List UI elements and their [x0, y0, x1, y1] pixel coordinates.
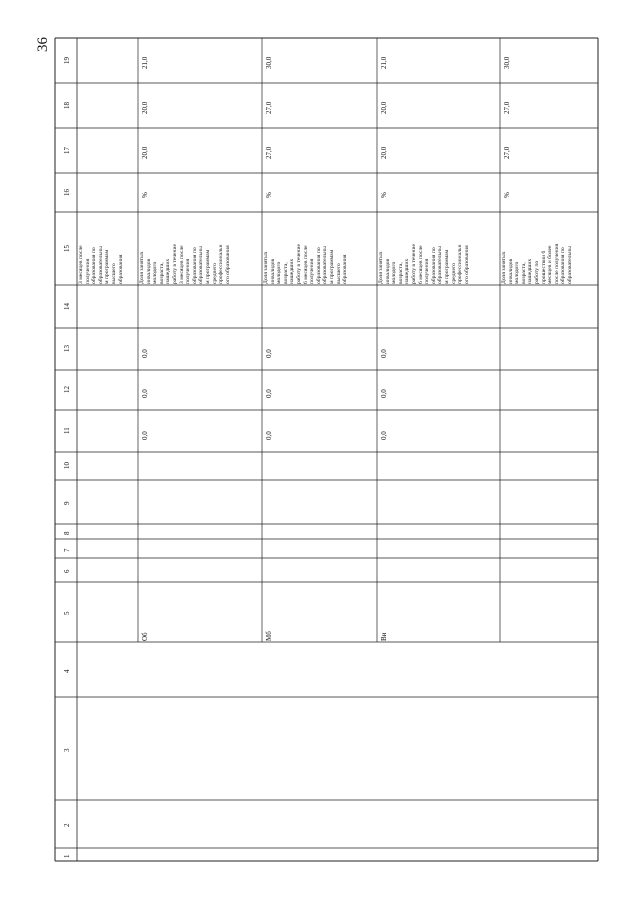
description-line: среднего — [211, 263, 218, 284]
value-col19: 21,0 — [380, 56, 388, 69]
description-line: Доля занятых — [263, 251, 269, 284]
column-number-6: 6 — [63, 569, 71, 573]
column-number-8: 8 — [63, 531, 71, 535]
description-line: молодого — [514, 261, 521, 284]
indicator-description — [501, 244, 574, 284]
code-cell: Мб — [265, 631, 273, 641]
description-line: нашедших — [404, 258, 411, 284]
column-number-3: 3 — [63, 748, 71, 752]
unit-cell: % — [380, 192, 388, 198]
description-line: образования по — [315, 247, 322, 284]
value-col12: 0,0 — [141, 389, 149, 398]
indicator-description — [139, 244, 231, 284]
column-number-13: 13 — [63, 345, 71, 352]
description-line: высшего — [110, 263, 117, 284]
description-line: образовательны — [97, 246, 104, 284]
description-line: получения — [185, 258, 192, 284]
description-line: инвалидов — [269, 258, 276, 284]
column-number-11: 11 — [63, 427, 71, 434]
description-line: ого образования — [224, 245, 231, 284]
description-line: ого образования — [463, 245, 470, 284]
description-line: среднего — [450, 263, 457, 284]
description-line: Доля занятых — [501, 251, 507, 284]
description-line: нашедших — [289, 258, 296, 284]
value-col13: 0,0 — [380, 349, 388, 358]
description-line: профессиональн — [218, 244, 225, 284]
description-line: месяцев и более — [547, 245, 554, 284]
description-line: образовательны — [437, 246, 444, 284]
value-col12: 0,0 — [380, 389, 388, 398]
description-line: прошествии 6 — [540, 250, 547, 284]
column-number-15: 15 — [63, 244, 71, 252]
description-line: высшего — [335, 263, 342, 284]
column-number-14: 14 — [63, 302, 71, 310]
description-line: инвалидов — [145, 258, 152, 284]
description-line: профессиональн — [457, 244, 464, 284]
value-col18: 27,0 — [503, 101, 511, 114]
value-col17: 20,0 — [380, 146, 388, 159]
description-line: образовательны — [322, 246, 329, 284]
description-line: получения — [309, 258, 316, 284]
value-col12: 0,0 — [265, 389, 273, 398]
description-line: после получения — [553, 243, 560, 284]
column-number-12: 12 — [63, 386, 71, 393]
description-line: 6 месяцев после — [417, 245, 424, 284]
description-line: 3 месяцев после — [78, 245, 84, 284]
description-line: образовательны — [566, 246, 573, 284]
value-col13: 0,0 — [141, 349, 149, 358]
code-cell: Ви — [380, 632, 388, 641]
value-col11: 0,0 — [380, 431, 388, 440]
indicator-description — [78, 245, 124, 284]
description-line: образования по — [91, 247, 98, 284]
description-line: молодого — [276, 261, 283, 284]
description-line: работу в течение — [295, 243, 302, 284]
column-number-2: 2 — [63, 823, 71, 827]
description-line: образования — [117, 254, 124, 284]
value-col17: 27,0 — [503, 146, 511, 159]
value-col18: 20,0 — [141, 101, 149, 114]
column-number-4: 4 — [63, 669, 71, 673]
column-number-10: 10 — [63, 462, 71, 469]
description-line: 6 месяцев после — [302, 245, 309, 284]
value-col19: 21,0 — [141, 56, 149, 69]
description-line: Доля занятых — [378, 251, 384, 284]
description-line: получения — [424, 258, 431, 284]
description-line: получения — [84, 258, 91, 284]
value-col13: 0,0 — [265, 349, 273, 358]
description-line: инвалидов — [507, 258, 514, 284]
description-line: образования — [342, 254, 349, 284]
description-line: образовательны — [198, 246, 205, 284]
description-line: работу в течение — [410, 243, 417, 284]
column-number-18: 18 — [63, 101, 71, 109]
value-col19: 30,0 — [265, 56, 273, 69]
description-line: нашедших — [527, 258, 534, 284]
description-line: образования по — [560, 247, 567, 284]
description-line: Доля занятых — [139, 251, 145, 284]
description-line: возраста, — [520, 262, 527, 284]
column-number-19: 19 — [63, 56, 71, 64]
value-col17: 27,0 — [265, 146, 273, 159]
unit-cell: % — [141, 192, 149, 198]
column-number-7: 7 — [63, 548, 71, 552]
description-line: инвалидов — [384, 258, 391, 284]
description-line: возраста, — [158, 262, 165, 284]
description-line: молодого — [391, 261, 398, 284]
description-line: м программам — [443, 249, 450, 284]
value-col18: 20,0 — [380, 101, 388, 114]
unit-cell: % — [265, 192, 273, 198]
value-col11: 0,0 — [141, 431, 149, 440]
description-line: нашедших — [165, 258, 172, 284]
code-cell: Об — [141, 632, 149, 641]
column-number-17: 17 — [63, 146, 71, 154]
column-number-1: 1 — [63, 854, 71, 858]
column-number-5: 5 — [63, 611, 71, 615]
indicator-description — [263, 244, 349, 284]
column-number-9: 9 — [63, 501, 71, 505]
indicator-description — [378, 244, 470, 284]
unit-cell: % — [503, 192, 511, 198]
value-col19: 30,0 — [503, 56, 511, 69]
page-number: 36 — [35, 37, 51, 52]
description-line: образования по — [430, 247, 437, 284]
value-col17: 20,0 — [141, 146, 149, 159]
value-col11: 0,0 — [265, 431, 273, 440]
description-line: 3 месяцев после — [178, 245, 185, 284]
description-line: м программам — [104, 249, 111, 284]
column-number-16: 16 — [63, 188, 71, 196]
description-line: возраста, — [282, 262, 289, 284]
description-line: молодого — [152, 261, 159, 284]
description-line: работу по — [533, 260, 540, 284]
description-line: образования по — [191, 247, 198, 284]
description-line: м программам — [328, 249, 335, 284]
description-line: работу в течение — [171, 243, 178, 284]
description-line: м программам — [204, 249, 211, 284]
description-line: возраста, — [397, 262, 404, 284]
value-col18: 27,0 — [265, 101, 273, 114]
